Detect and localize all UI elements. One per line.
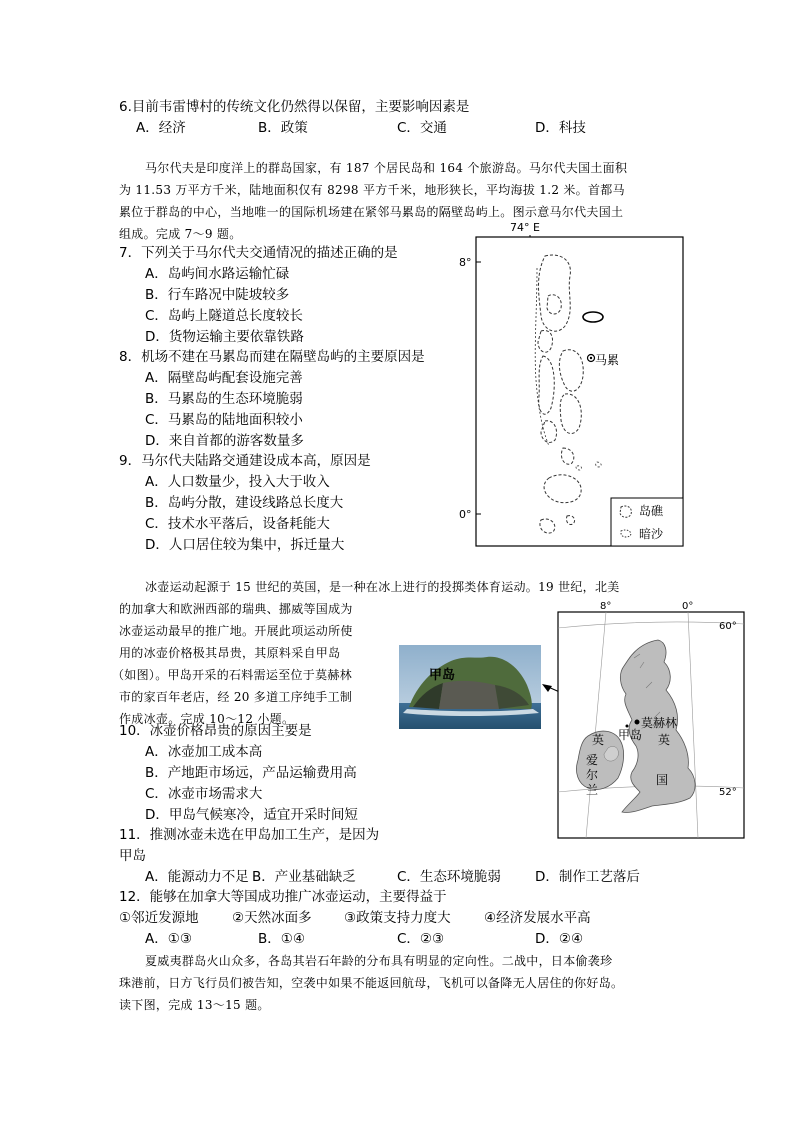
q12-option-a: A．①③	[145, 931, 192, 947]
q8-option-b: B．马累岛的生态环境脆弱	[145, 391, 303, 407]
q12-item-3: ③政策支持力度大	[344, 910, 451, 926]
q6-option-a: A．经济	[136, 120, 186, 136]
map2-lon2: 0°	[682, 601, 694, 612]
q11-option-a: A．能源动力不足	[145, 869, 249, 885]
q7-option-b: B．行车路况中陡坡较多	[145, 287, 290, 303]
city-marker-icon	[635, 720, 640, 725]
q9-option-d: D．人口居住较为集中，拆迁量大	[145, 537, 345, 553]
island-photo	[399, 645, 541, 729]
map2-ireland-char-2: 尔	[586, 768, 599, 782]
map2-uk-left-label: 英	[592, 733, 605, 747]
map1-longitude-label: 74° E	[510, 221, 540, 234]
passage1-line: 马尔代夫是印度洋上的群岛国家，有 187 个居民岛和 164 个旅游岛。马尔代夫国土面积	[145, 161, 628, 175]
passage2-line: （如图）。甲岛开采的石料需运至位于莫赫林	[112, 668, 353, 682]
passage2-line: 用的冰壶价格极其昂贵，其原料采自甲岛	[119, 646, 341, 660]
q12-item-4: ④经济发展水平高	[484, 910, 591, 926]
passage1-line: 为 11.53 万平方千米，陆地面积仅有 8298 平方千米，地形狭长，平均海拔 1.2 米。首都马	[119, 183, 625, 197]
q11-option-c: C．生态环境脆弱	[397, 869, 501, 885]
passage2-line: 冰壶运动起源于 15 世纪的英国，是一种在冰上进行的投掷类体育运动。19 世纪，北美	[145, 580, 620, 594]
q7-option-a: A．岛屿间水路运输忙碌	[145, 266, 290, 282]
q10-option-b: B．产地距市场远，产品运输费用高	[145, 765, 357, 781]
passage3-line: 珠港前，日方飞行员们被告知，空袭中如果不能返回航母，飞机可以备降无人居住的你好岛。	[119, 976, 624, 990]
q6-stem: 6.目前韦雷博村的传统文化仍然得以保留，主要影响因素是	[119, 99, 470, 115]
q6-option-c: C．交通	[397, 120, 447, 136]
passage2-line: 作成冰壶。完成 10～12 小题。	[119, 712, 295, 726]
q12-stem: 12．能够在加拿大等国成功推广冰壶运动，主要得益于	[119, 889, 447, 905]
q12-item-1: ①邻近发源地	[119, 910, 199, 926]
q9-option-c: C．技术水平落后，设备耗能大	[145, 516, 330, 532]
legend-reef-label: 岛礁	[639, 504, 664, 518]
q8-option-d: D．来自首都的游客数量多	[145, 433, 304, 449]
q6-option-d: D．科技	[535, 120, 586, 136]
passage2-line: 冰壶运动最早的推广地。开展此项运动所使	[119, 624, 353, 638]
passage1-line: 累位于群岛的中心，当地唯一的国际机场建在紧邻马累岛的隔壁岛屿上。图示意马尔代夫国土	[119, 205, 624, 219]
q8-stem: 8．机场不建在马累岛而建在隔壁岛屿的主要原因是	[119, 349, 425, 365]
q7-option-c: C．岛屿上隧道总长度较长	[145, 308, 303, 324]
map2-ireland-char-1: 爱	[586, 753, 599, 767]
q10-option-a: A．冰壶加工成本高	[145, 744, 263, 760]
map2-uk-char-2: 国	[656, 773, 669, 787]
map2-lon1: 8°	[600, 601, 612, 612]
q11-option-b: B．产业基础缺乏	[252, 869, 356, 885]
map2-city-label: 莫赫林	[641, 716, 678, 730]
q8-option-a: A．隔壁岛屿配套设施完善	[145, 370, 303, 386]
map1-latitude-bottom: 0°	[459, 508, 472, 521]
map2-uk-char-1: 英	[658, 733, 671, 747]
map1-capital-label: 马累	[595, 353, 620, 367]
q12-item-2: ②天然冰面多	[232, 910, 312, 926]
q11-option-d: D．制作工艺落后	[535, 869, 640, 885]
map2-lat1: 60°	[719, 621, 737, 632]
q10-option-d: D．甲岛气候寒冷，适宜开采时间短	[145, 807, 358, 823]
maldives-map	[445, 216, 695, 552]
passage2-line: 的加拿大和欧洲西部的瑞典、挪威等国成为	[119, 602, 353, 616]
q12-option-b: B．①④	[258, 931, 305, 947]
q11-stem: 11．推测冰壶未选在甲岛加工生产，是因为	[119, 827, 380, 843]
q7-option-d: D．货物运输主要依靠铁路	[145, 329, 304, 345]
map2-lat2: 52°	[719, 787, 737, 798]
q10-option-c: C．冰壶市场需求大	[145, 786, 263, 802]
photo-island-label: 甲岛	[429, 668, 456, 683]
q11-stem-continued: 甲岛	[119, 848, 146, 864]
passage2-line: 市的家百年老店，经 20 多道工序纯手工制	[119, 690, 353, 704]
passage3-line: 读下图，完成 13～15 题。	[119, 998, 270, 1012]
q6-option-b: B．政策	[258, 120, 308, 136]
q9-stem: 9．马尔代夫陆路交通建设成本高，原因是	[119, 453, 371, 469]
q12-option-c: C．②③	[397, 931, 445, 947]
passage1-line: 组成。完成 7～9 题。	[119, 227, 242, 241]
q12-option-d: D．②④	[535, 931, 584, 947]
uk-map	[548, 598, 750, 844]
q10-stem: 10．冰壶价格昂贵的原因主要是	[119, 723, 312, 739]
passage3-line: 夏威夷群岛火山众多，各岛其岩石年龄的分布具有明显的定向性。二战中，日本偷袭珍	[145, 954, 613, 968]
map2-island-label: 甲岛	[618, 728, 643, 742]
map2-ireland-char-3: 兰	[586, 783, 599, 797]
q7-stem: 7．下列关于马尔代夫交通情况的描述正确的是	[119, 245, 398, 261]
map1-latitude-top: 8°	[459, 256, 472, 269]
legend-sand-label: 暗沙	[639, 527, 664, 541]
q8-option-c: C．马累岛的陆地面积较小	[145, 412, 303, 428]
q9-option-a: A．人口数量少，投入大于收入	[145, 474, 330, 490]
q9-option-b: B．岛屿分散，建设线路总长度大	[145, 495, 344, 511]
